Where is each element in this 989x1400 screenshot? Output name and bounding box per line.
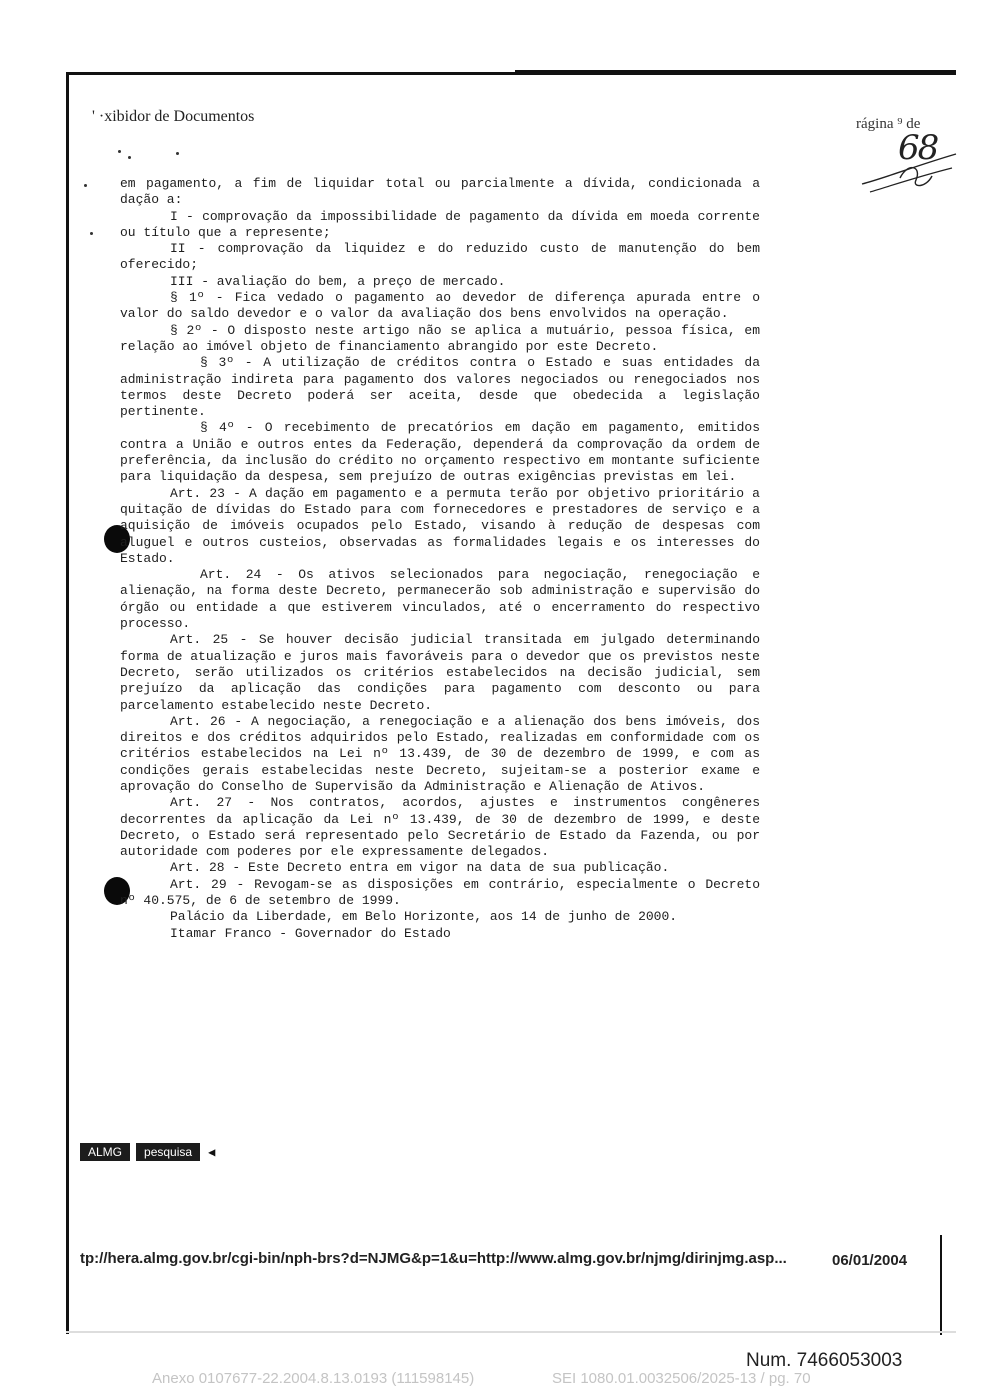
text-line: Art. 29 - Revogam-se as disposições em contrário, especialmente o Decreto nº 40.575, de 6 de setembro de 1999. xyxy=(120,876,768,909)
text-line: Art. 24 - Os ativos selecionados para negociação, renegociação e alienação, na forma deste Decreto, permanecerão sob administração e supervisão do órgão ou entidade a que estiverem vinculados, até o encerramento do respectivo processo. xyxy=(120,567,768,632)
pesquisa-button[interactable]: pesquisa xyxy=(136,1143,200,1161)
text-line: § 3º - A utilização de créditos contra o Estado e suas entidades da administração indireta para pagamento dos valores negociados ou renegociados nos termos deste Decreto poderá ser aceita, desde que obedecida a legislação pertinente. xyxy=(120,355,768,420)
text-line: Art. 27 - Nos contratos, acordos, ajustes e instrumentos congêneres decorrentes da aplicação da Lei nº 13.439, de 30 de dezembro de 1999, e deste Decreto, o Estado será representado pelo Secretário de Estado da Fazenda, ou por autoridade com poderes por ele expressamente delegados. xyxy=(120,795,768,860)
page-number-label: rágina ⁹ de xyxy=(856,116,921,132)
footer-nav xyxy=(80,1143,215,1161)
document-viewer-title: ' ·xibidor de Documentos xyxy=(92,108,255,125)
handwritten-signature xyxy=(860,148,960,198)
text-line: em pagamento, a fim de liquidar total ou parcialmente a dívida, condicionada a dação a: xyxy=(120,176,768,208)
text-line: II - comprovação da liquidez e do reduzido custo de manutenção do bem oferecido; xyxy=(120,241,768,273)
scan-speck xyxy=(90,232,93,235)
back-arrow-icon[interactable]: ◀ xyxy=(208,1145,216,1160)
text-line: Art. 25 - Se houver decisão judicial transitada em julgado determinando forma de atualização e juros mais favoráveis para o devedor que os previstos neste Decreto, serão utilizados os critérios estabelecidos na decisão judicial, sem prejuízo da aplicação das condições para pagamento com desconto ou para parcelamento estabelecido neste Decreto. xyxy=(120,632,768,713)
print-date: 06/01/2004 xyxy=(832,1252,908,1269)
almg-button[interactable]: ALMG xyxy=(80,1143,130,1161)
scan-speck xyxy=(176,152,179,155)
page-frame-top-thick xyxy=(515,70,956,75)
text-line: § 4º - O recebimento de precatórios em dação em pagamento, emitidos contra a União e outros entes da Federação, dependerá da comprovação da ordem de preferência, da inclusão do crédito no orçamento respectivo em montante suficiente para liquidação da despesa, sem prejuízo de outras exigências previstas em lei. xyxy=(120,420,768,485)
page-url: tp://hera.almg.gov.br/cgi-bin/nph-brs?d=NJMG&p=1&u=http://www.almg.gov.br/njmg/dirinjmg.asp... xyxy=(80,1250,787,1267)
annex-stamp: Anexo 0107677-22.2004.8.13.0193 (111598145) xyxy=(152,1370,475,1387)
text-line: III - avaliação do bem, a preço de mercado. xyxy=(170,273,506,289)
text-line: Art. 28 - Este Decreto entra em vigor na data de sua publicação. xyxy=(170,860,670,876)
scan-speck xyxy=(84,184,87,187)
text-line: I - comprovação da impossibilidade de pagamento da dívida em moeda corrente ou título que a represente; xyxy=(120,208,768,240)
page-frame-left xyxy=(66,72,69,1334)
document-number: Num. 7466053003 xyxy=(746,1350,903,1371)
decree-body xyxy=(120,176,768,942)
text-line: Art. 23 - A dação em pagamento e a permuta terão por objetivo prioritário a quitação de dívidas do Estado para com fornecedores e prestadores de serviço e a aquisição de imóveis ocupados pelo Estado, visando à redução de despesas com aluguel e outros custeios, observadas as formalidades legais e os interesses do Estado. xyxy=(120,485,768,566)
page-frame-bottom xyxy=(66,1331,956,1333)
text-line: § 1º - Fica vedado o pagamento ao devedor de diferença apurada entre o valor do saldo devedor e o valor da avaliação dos bens envolvidos na operação. xyxy=(120,290,768,322)
text-line: Palácio da Liberdade, em Belo Horizonte, aos 14 de junho de 2000. xyxy=(170,909,678,925)
text-line: § 2º - O disposto neste artigo não se aplica a mutuário, pessoa física, em relação ao imóvel objeto de financiamento abrangido por este Decreto. xyxy=(120,322,768,354)
scan-speck xyxy=(128,156,131,159)
sei-stamp: SEI 1080.01.0032506/2025-13 / pg. 70 xyxy=(552,1370,811,1387)
text-line: Art. 26 - A negociação, a renegociação e a alienação dos bens imóveis, dos direitos e dos créditos adquiridos pelo Estado, realizadas em conformidade com os critérios estabelecidos na Lei nº 13.439, de 30 de dezembro de 1999, e com as condições gerais estabelecidas neste Decreto, sujeitam-se a posterior exame e aprovação do Conselho de Supervisão da Administração e Alienação de Ativos. xyxy=(120,713,768,794)
page-frame-right xyxy=(940,1235,942,1335)
handwritten-page-number: 68 xyxy=(898,128,938,168)
text-line: Itamar Franco - Governador do Estado xyxy=(170,925,451,941)
scan-speck xyxy=(118,150,121,153)
